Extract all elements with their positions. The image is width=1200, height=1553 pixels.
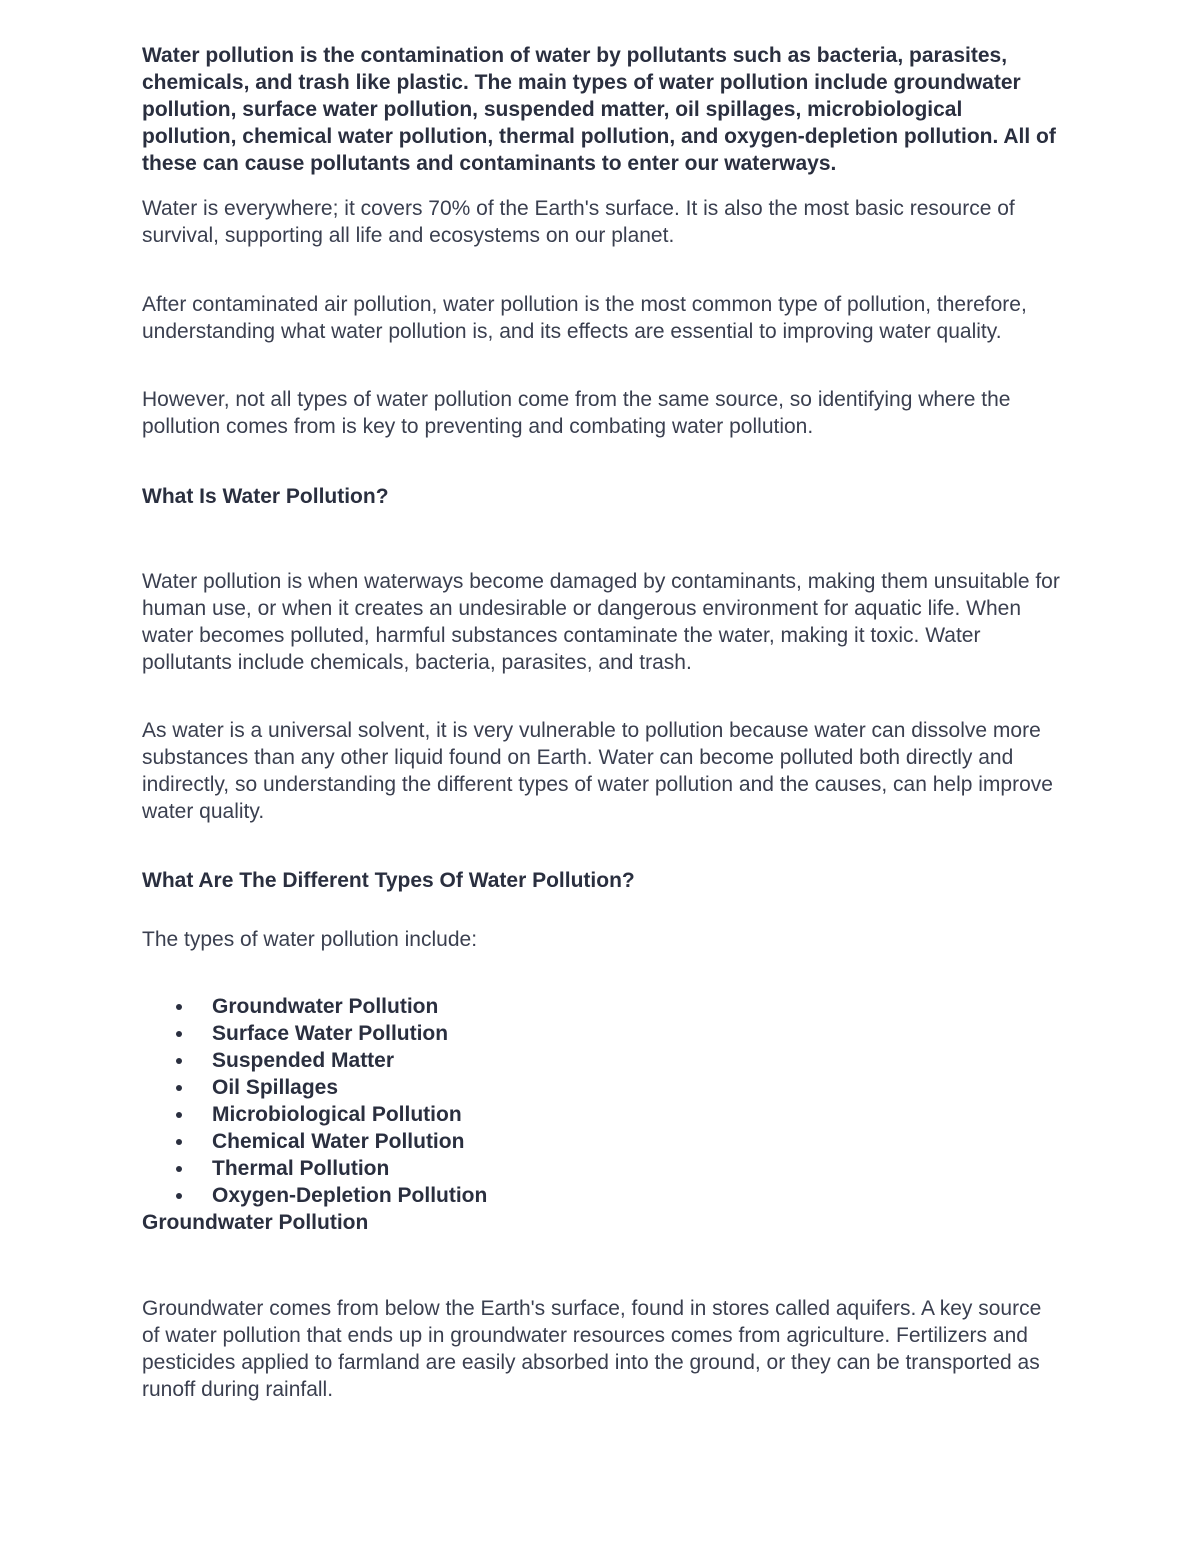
types-list [142, 993, 1062, 1209]
bullet-icon [176, 1166, 182, 1172]
paragraph-universal-solvent: As water is a universal solvent, it is very vulnerable to pollution because water can dissolve more substances than any other liquid found on Earth. Water can become polluted both directly and indirectly, so understanding the different types of water pollution and the causes, can help improve water quality. [142, 719, 1053, 823]
paragraph-groundwater: Groundwater comes from below the Earth's surface, found in stores called aquifers. A key source of water pollution that ends up in groundwater resources comes from agriculture. Fertilizers and pesticides applied to farmland are easily absorbed into the ground, or they can be transported as runoff during rainfall. [142, 1297, 1042, 1401]
paragraph-definition: Water pollution is when waterways become damaged by contaminants, making them unsuitable for human use, or when it creates an undesirable or dangerous environment for aquatic life. When water becomes polluted, harmful substances contaminate the water, making it toxic. Water pollutants include chemicals, bacteria, parasites, and trash. [142, 570, 1060, 674]
bullet-icon [176, 1031, 182, 1037]
bullet-icon [176, 1085, 182, 1091]
list-item-label: Surface Water Pollution [212, 1022, 449, 1045]
heading-groundwater-pollution: Groundwater Pollution [142, 1211, 369, 1234]
list-item [142, 1128, 1062, 1155]
paragraph-pollution-sources: However, not all types of water pollution come from the same source, so identifying where the pollution comes from is key to preventing and combating water pollution. [142, 388, 1011, 438]
list-item [142, 1074, 1062, 1101]
heading-types-of-water-pollution: What Are The Different Types Of Water Pollution? [142, 869, 635, 892]
bullet-icon [176, 1004, 182, 1010]
list-item-label: Oil Spillages [212, 1076, 339, 1099]
list-item-label: Groundwater Pollution [212, 995, 439, 1018]
bullet-icon [176, 1112, 182, 1118]
list-item-label: Chemical Water Pollution [212, 1130, 465, 1153]
bullet-icon [176, 1058, 182, 1064]
document-page [142, 42, 1062, 1403]
list-item [142, 993, 1062, 1020]
list-item [142, 1020, 1062, 1047]
paragraph-list-intro: The types of water pollution include: [142, 928, 478, 951]
list-item-label: Microbiological Pollution [212, 1103, 462, 1126]
intro-paragraph: Water pollution is the contamination of water by pollutants such as bacteria, parasites, chemicals, and trash like plastic. The main types of water pollution include groundwater pollution, surface water pollution, suspended matter, oil spillages, microbiological pollution, chemical water pollution, thermal pollution, and oxygen-depletion pollution. All of these can cause pollutants and contaminants to enter our waterways. [142, 44, 1056, 175]
list-item-label: Thermal Pollution [212, 1157, 390, 1180]
list-item [142, 1101, 1062, 1128]
bullet-icon [176, 1193, 182, 1199]
paragraph-water-everywhere: Water is everywhere; it covers 70% of the Earth's surface. It is also the most basic resource of survival, supporting all life and ecosystems on our planet. [142, 197, 1015, 247]
heading-what-is-water-pollution: What Is Water Pollution? [142, 485, 389, 508]
list-item [142, 1155, 1062, 1182]
list-item [142, 1182, 1062, 1209]
list-item-label: Suspended Matter [212, 1049, 395, 1072]
paragraph-air-pollution-comparison: After contaminated air pollution, water pollution is the most common type of pollution, therefore, understanding what water pollution is, and its effects are essential to improving water quality. [142, 293, 1027, 343]
list-item-label: Oxygen-Depletion Pollution [212, 1184, 488, 1207]
bullet-icon [176, 1139, 182, 1145]
list-item [142, 1047, 1062, 1074]
